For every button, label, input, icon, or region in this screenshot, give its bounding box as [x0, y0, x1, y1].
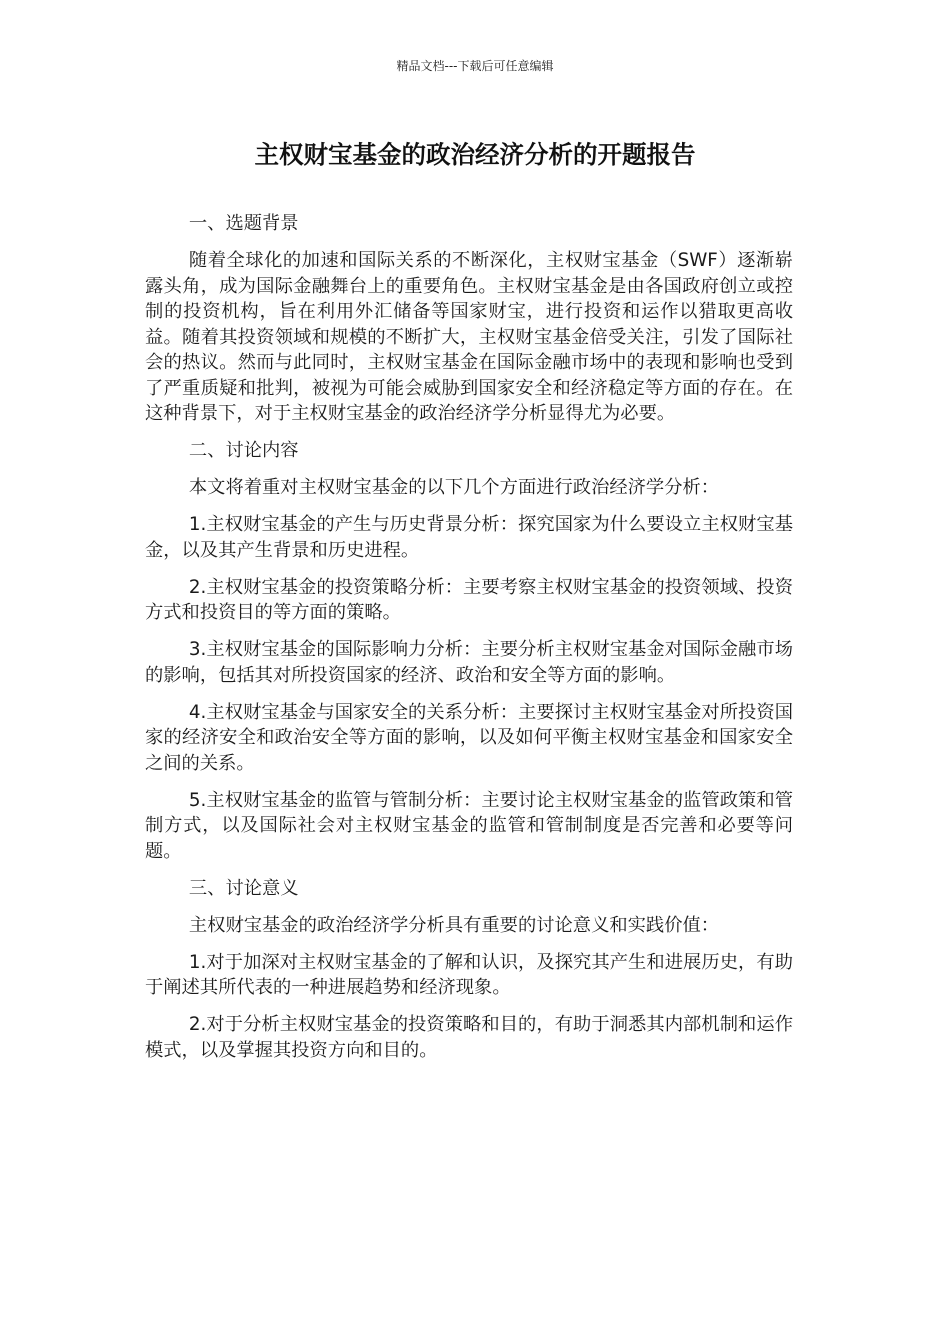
paragraph-background: 随着全球化的加速和国际关系的不断深化，主权财宝基金（SWF）逐渐崭露头角，成为国际金融舞台上的重要角色。主权财宝基金是由各国政府创立或控制的投资机构，旨在利用外汇储备等国家财宝，进行投资和运作以猎取更高收益。随着其投资领域和规模的不断扩大，主权财宝基金倍受关注，引发了国际社会的热议。然而与此同时，主权财宝基金在国际金融市场中的表现和影响也受到了严重质疑和批判，被视为可能会威胁到国家安全和经济稳定等方面的存在。在这种背景下，对于主权财宝基金的政治经济学分析显得尤为必要。 — [145, 250, 793, 424]
section-heading-content: 二、讨论内容 — [188, 440, 299, 461]
document-title: 主权财宝基金的政治经济分析的开题报告 — [254, 140, 696, 169]
list-item-content-1: 1.主权财宝基金的产生与历史背景分析：探究国家为什么要设立主权财宝基金，以及其产生背景和历史进程。 — [145, 514, 793, 561]
document-body — [145, 211, 793, 1075]
list-item-content-2: 2.主权财宝基金的投资策略分析：主要考察主权财宝基金的投资领域、投资方式和投资目的等方面的策略。 — [145, 576, 793, 623]
list-item-significance-2: 2.对于分析主权财宝基金的投资策略和目的，有助于洞悉其内部机制和运作模式，以及掌握其投资方向和目的。 — [145, 1014, 793, 1061]
section-heading-background: 一、选题背景 — [188, 213, 299, 234]
paragraph-content-intro: 本文将着重对主权财宝基金的以下几个方面进行政治经济学分析： — [188, 477, 720, 498]
list-item-content-5: 5.主权财宝基金的监管与管制分析：主要讨论主权财宝基金的监管政策和管制方式，以及国际社会对主权财宝基金的监管和管制制度是否完善和必要等问题。 — [145, 789, 793, 862]
list-item-content-4: 4.主权财宝基金与国家安全的关系分析：主要探讨主权财宝基金对所投资国家的经济安全和政治安全等方面的影响，以及如何平衡主权财宝基金和国家安全之间的关系。 — [145, 701, 793, 774]
list-item-content-3: 3.主权财宝基金的国际影响力分析：主要分析主权财宝基金对国际金融市场的影响，包括其对所投资国家的经济、政治和安全等方面的影响。 — [145, 639, 793, 686]
section-heading-significance: 三、讨论意义 — [188, 877, 299, 899]
page-header: 精品文档---下载后可任意编辑 — [396, 59, 554, 73]
paragraph-significance-intro: 主权财宝基金的政治经济学分析具有重要的讨论意义和实践价值： — [188, 914, 720, 936]
list-item-significance-1: 1.对于加深对主权财宝基金的了解和认识，及探究其产生和进展历史，有助于阐述其所代表的一种进展趋势和经济现象。 — [145, 951, 793, 998]
